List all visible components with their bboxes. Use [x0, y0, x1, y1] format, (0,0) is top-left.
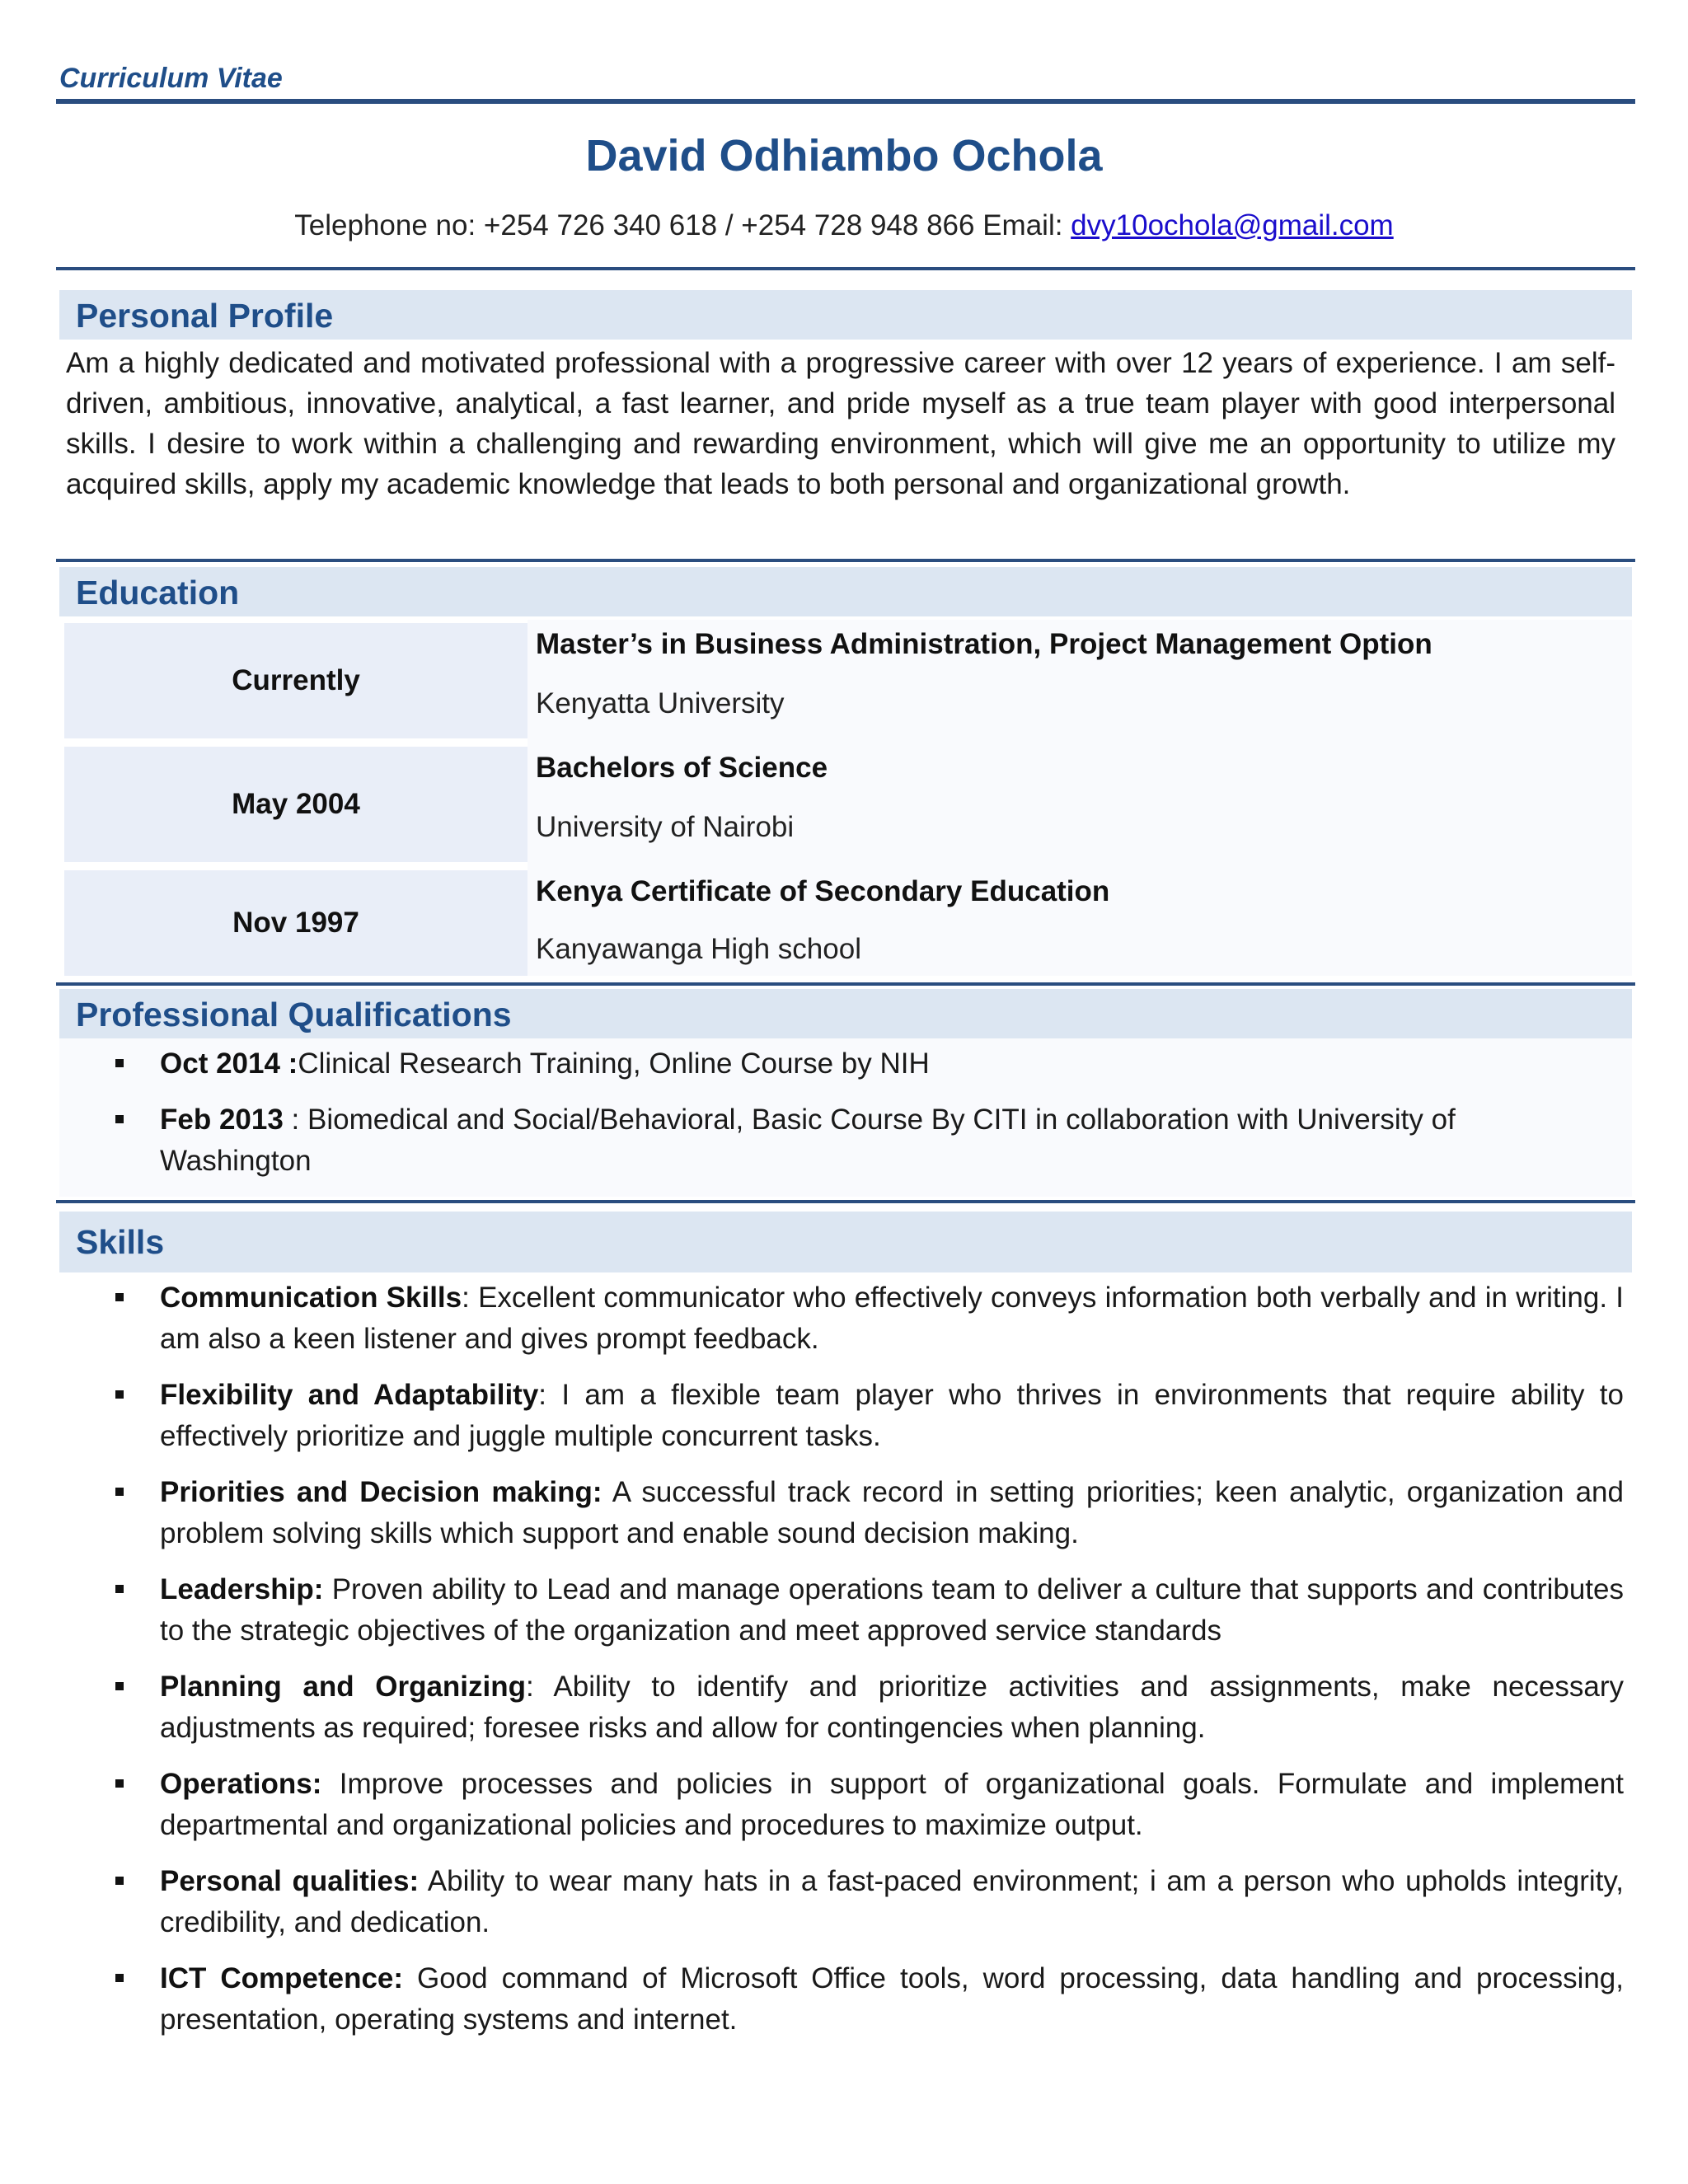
education-institution: University of Nairobi: [536, 811, 795, 843]
candidate-name: David Odhiambo Ochola: [585, 131, 1103, 180]
section-header-skills: [59, 1212, 1632, 1272]
section-title: Education: [76, 574, 240, 612]
skill-text: ICT Competence: Good command of Microsoft Office tools, word processing, data handling and processing, presentation, operating systems and internet.: [160, 1962, 1625, 2036]
section-title: Professional Qualifications: [76, 996, 512, 1033]
qualification-text: Oct 2014 :Clinical Research Training, Online Course by NIH: [160, 1047, 930, 1080]
skill-text: Leadership: Proven ability to Lead and manage operations team to deliver a culture that supports and contributes to the strategic objectives of the organization and meet approved service standards: [160, 1573, 1624, 1647]
qualification-date: Oct 2014 :: [160, 1047, 298, 1080]
qualifications-rule: [56, 1200, 1635, 1203]
profile-text: Am a highly dedicated and motivated professional with a progressive career with over 12 years of experience. I am self-driven, ambitious, innovative, analytical, a fast learner, and pride myself as a true team player with good interpersonal skills. I desire to work within a challenging and rewarding environment, which will give me an opportunity to utilize my acquired skills, apply my academic knowledge that leads to both personal and organizational growth.: [66, 347, 1615, 500]
qualification-text: Feb 2013 : Biomedical and Social/Behavioral, Basic Course By CITI in collaboration with University of Washington: [160, 1104, 1456, 1177]
education-title: Master’s in Business Administration, Project Management Option: [536, 628, 1432, 660]
contact-line: [0, 209, 1688, 242]
bullet-icon: [115, 1293, 124, 1301]
header-rule: [56, 99, 1635, 104]
section-title: Personal Profile: [76, 297, 334, 335]
education-institution: Kenyatta University: [536, 687, 785, 719]
skill-text: Planning and Organizing: Ability to identify and prioritize activities and assignments, make necessary adjustments as required; foresee risks and allow for contingencies when planning.: [160, 1671, 1624, 1744]
bullet-icon: [115, 1974, 124, 1982]
bullet-icon: [115, 1779, 124, 1788]
education-date: May 2004: [64, 747, 528, 862]
education-date: Currently: [64, 623, 528, 738]
skill-label: Leadership:: [160, 1573, 324, 1605]
section-header-profile: [59, 290, 1632, 340]
bullet-icon: [115, 1115, 124, 1123]
skill-text: Operations: Improve processes and policies in support of organizational goals. Formulate and implement departmental and organizational policies and procedures to maximize output.: [160, 1768, 1624, 1841]
skill-label: Priorities and Decision making:: [160, 1476, 603, 1508]
skill-label: ICT Competence:: [160, 1962, 404, 1994]
bullet-icon: [115, 1390, 124, 1399]
qualification-date: Feb 2013: [160, 1104, 284, 1136]
bullet-icon: [115, 1488, 124, 1496]
bullet-icon: [115, 1877, 124, 1885]
email-link[interactable]: dvy10ochola@gmail.com: [1071, 209, 1394, 241]
education-institution: Kanyawanga High school: [536, 933, 861, 965]
skill-text: Personal qualities: Ability to wear many hats in a fast-paced environment; i am a person who upholds integrity, credibility, and dedication.: [160, 1865, 1624, 1938]
bullet-icon: [115, 1585, 124, 1593]
profile-rule: [56, 559, 1635, 562]
skill-label: Operations:: [160, 1768, 322, 1800]
skill-label: Planning and Organizing: [160, 1671, 527, 1703]
education-date: Nov 1997: [64, 870, 528, 976]
section-title: Skills: [76, 1223, 165, 1261]
skill-label: Personal qualities:: [160, 1865, 420, 1897]
skill-label: Communication Skills: [160, 1282, 462, 1314]
bullet-icon: [115, 1682, 124, 1690]
skill-label: Flexibility and Adaptability: [160, 1379, 539, 1411]
section-header-qualifications: [59, 989, 1632, 1038]
skill-text: Flexibility and Adaptability: I am a flexible team player who thrives in environments that require ability to effectively prioritize and juggle multiple concurrent tasks.: [160, 1379, 1624, 1452]
education-title: Bachelors of Science: [536, 752, 828, 784]
education-shade: [528, 620, 1632, 976]
bullet-icon: [115, 1059, 124, 1067]
skill-text: Communication Skills: Excellent communicator who effectively conveys information both verbally and in writing. I am also a keen listener and gives prompt feedback.: [160, 1282, 1624, 1355]
education-title: Kenya Certificate of Secondary Education: [536, 875, 1110, 907]
section-header-education: [59, 567, 1632, 616]
education-rule: [56, 982, 1635, 986]
skill-text: Priorities and Decision making: A successful track record in setting priorities; keen analytic, organization and problem solving skills which support and enable sound decision making.: [160, 1476, 1624, 1549]
cv-label: Curriculum Vitae: [59, 63, 283, 94]
contact-phones: Telephone no: +254 726 340 618 / +254 728 948 866 Email:: [294, 209, 1071, 241]
contact-rule: [56, 267, 1635, 270]
